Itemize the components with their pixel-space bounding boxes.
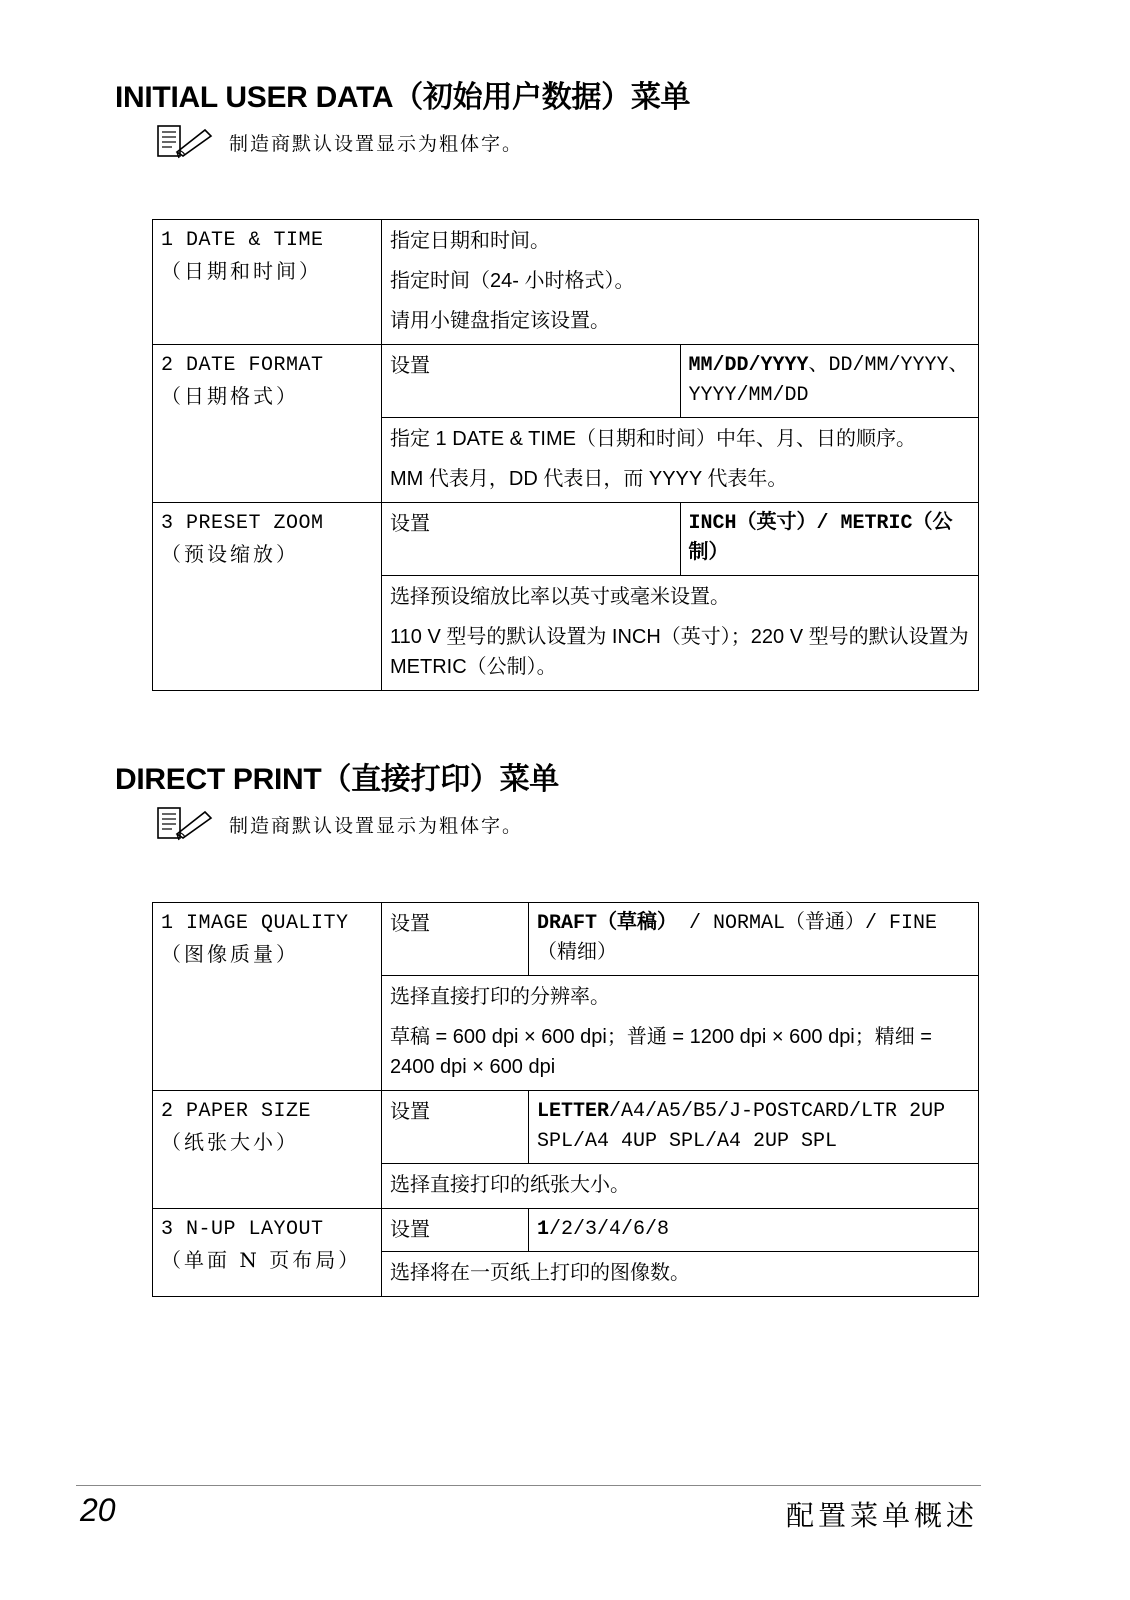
item-cn: （单面 N 页布局） (161, 1248, 362, 1272)
menu-item-image-quality (153, 903, 382, 1091)
item-description (382, 418, 979, 503)
desc-line: 指定时间（24- 小时格式）。 (390, 270, 635, 292)
item-cn: （图像质量） (161, 942, 299, 966)
setting-label: 设置 (382, 345, 681, 418)
desc-line: MM 代表月，DD 代表日，而 YYYY 代表年。 (390, 468, 788, 490)
other-options: /A4/A5/B5/J-POSTCARD/LTR 2UP SPL/A4 4UP SPL/A4 2UP SPL (537, 1100, 946, 1153)
desc-line: 选择预设缩放比率以英寸或毫米设置。 (390, 586, 730, 608)
default-option: MM/DD/YYYY (688, 354, 809, 377)
section-title-direct-print: DIRECT PRINT（直接打印）菜单 (115, 763, 559, 796)
footer-divider (76, 1485, 981, 1486)
item-en: 1 DATE & TIME (161, 229, 324, 252)
desc-line: 选择将在一页纸上打印的图像数。 (390, 1262, 690, 1284)
other-options: / NORMAL（普通）/ FINE（精细） (537, 912, 938, 965)
table-row (153, 503, 979, 576)
default-option: 1 (537, 1218, 550, 1241)
setting-options (529, 1209, 979, 1252)
page-number: 20 (80, 1492, 116, 1528)
menu-item-paper-size (153, 1091, 382, 1209)
item-en: 2 DATE FORMAT (161, 354, 324, 377)
other-options: /2/3/4/6/8 (549, 1218, 670, 1241)
item-en: 1 IMAGE QUALITY (161, 912, 349, 935)
note-text: 制造商默认设置显示为粗体字。 (229, 814, 524, 837)
desc-line: 草稿 = 600 dpi × 600 dpi；普通 = 1200 dpi × 600 dpi；精细 = 2400 dpi × 600 dpi (390, 1026, 932, 1078)
setting-options (529, 903, 979, 976)
item-cn: （纸张大小） (161, 1130, 299, 1154)
desc-line: 指定 1 DATE & TIME（日期和时间）中年、月、日的顺序。 (390, 428, 916, 450)
item-description (382, 1164, 979, 1209)
note-pencil-icon (157, 806, 215, 842)
setting-label: 设置 (382, 903, 529, 976)
setting-options (680, 345, 979, 418)
item-description (382, 976, 979, 1091)
menu-item-preset-zoom (153, 503, 382, 691)
default-option: INCH（英寸）/ METRIC（公制） (688, 512, 953, 565)
direct-print-table (152, 902, 979, 1297)
item-description (382, 1252, 979, 1297)
note (157, 124, 523, 160)
setting-label: 设置 (382, 1209, 529, 1252)
desc-line: 110 V 型号的默认设置为 INCH（英寸）；220 V 型号的默认设置为 METRIC（公制）。 (390, 626, 969, 678)
desc-line: 选择直接打印的纸张大小。 (390, 1174, 630, 1196)
menu-item-date-time (153, 220, 382, 345)
initial-user-data-table (152, 219, 979, 691)
table-row (153, 903, 979, 976)
item-en: 3 N-UP LAYOUT (161, 1218, 324, 1241)
desc-line: 选择直接打印的分辨率。 (390, 986, 610, 1008)
item-cn: （预设缩放） (161, 542, 299, 566)
note-pencil-icon (157, 124, 215, 160)
chapter-title: 配置菜单概述 (785, 1499, 978, 1532)
item-en: 2 PAPER SIZE (161, 1100, 312, 1123)
menu-item-date-format (153, 345, 382, 503)
default-option: LETTER (537, 1100, 610, 1123)
setting-options (529, 1091, 979, 1164)
table-row (153, 1209, 979, 1252)
default-option: DRAFT（草稿） (537, 912, 678, 935)
setting-label: 设置 (382, 503, 681, 576)
item-description (382, 576, 979, 691)
menu-item-n-up-layout (153, 1209, 382, 1297)
table-row (153, 220, 979, 345)
note (157, 806, 523, 842)
table-row (153, 1091, 979, 1164)
section-title-initial-user-data: INITIAL USER DATA（初始用户数据）菜单 (115, 81, 691, 114)
setting-options (680, 503, 979, 576)
desc-line: 请用小键盘指定该设置。 (390, 310, 610, 332)
item-cn: （日期和时间） (161, 259, 322, 283)
other-options: 、DD/MM/YYYY、YYYY/MM/DD (688, 354, 969, 407)
desc-line: 指定日期和时间。 (390, 230, 550, 252)
note-text: 制造商默认设置显示为粗体字。 (229, 132, 524, 155)
table-row (153, 345, 979, 418)
item-cn: （日期格式） (161, 384, 299, 408)
item-en: 3 PRESET ZOOM (161, 512, 324, 535)
item-description (382, 220, 979, 345)
setting-label: 设置 (382, 1091, 529, 1164)
